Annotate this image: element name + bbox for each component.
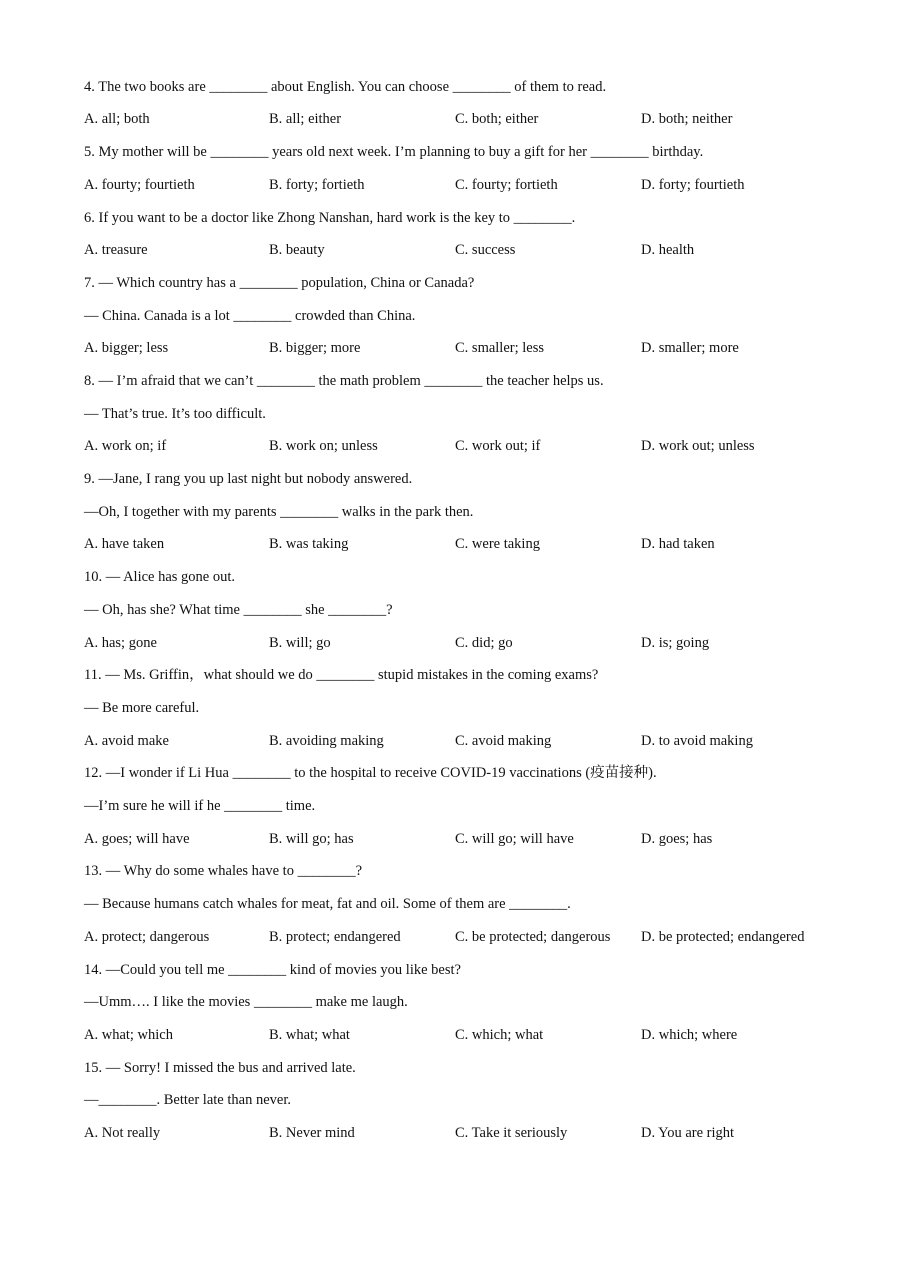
question-6-options	[84, 241, 844, 259]
question-6-option-c: C. success	[455, 242, 516, 258]
question-10-option-c: C. did; go	[455, 635, 513, 651]
question-11-line-2: — Be more careful.	[84, 700, 200, 716]
question-15-option-d: D. You are right	[641, 1125, 735, 1141]
question-7-option-a: A. bigger; less	[84, 340, 169, 356]
question-4-option-b: B. all; either	[269, 111, 342, 127]
question-4-option-a: A. all; both	[84, 111, 150, 127]
question-15-options	[84, 1124, 844, 1142]
question-8-line-2: — That’s true. It’s too difficult.	[84, 406, 266, 422]
question-7-line-1: 7. — Which country has a ________ population, China or Canada?	[84, 275, 475, 291]
question-6-option-d: D. health	[641, 242, 695, 258]
question-8-option-c: C. work out; if	[455, 438, 541, 454]
question-12-line-1: 12. —I wonder if Li Hua ________ to the hospital to receive COVID-19 vaccinations (疫苗接种).	[84, 765, 657, 781]
question-11-options	[84, 732, 844, 750]
question-7-option-b: B. bigger; more	[269, 340, 361, 356]
question-4-options	[84, 110, 844, 128]
question-5-option-b: B. forty; fortieth	[269, 177, 365, 193]
question-10-option-b: B. will; go	[269, 635, 331, 651]
question-9-option-a: A. have taken	[84, 536, 165, 552]
question-9-line-1: 9. —Jane, I rang you up last night but nobody answered.	[84, 471, 413, 487]
question-11-option-b: B. avoiding making	[269, 733, 384, 749]
question-11-line-1: 11. — Ms. Griffin，what should we do ________ stupid mistakes in the coming exams?	[84, 667, 599, 683]
question-9-line-2: —Oh, I together with my parents ________ walks in the park then.	[84, 504, 474, 520]
question-10-line-1: 10. — Alice has gone out.	[84, 569, 236, 585]
question-9-option-d: D. had taken	[641, 536, 715, 552]
question-13-option-d: D. be protected; endangered	[641, 929, 805, 945]
question-9-options	[84, 535, 844, 553]
question-10-option-d: D. is; going	[641, 635, 710, 651]
question-13-line-1: 13. — Why do some whales have to ________?	[84, 863, 363, 879]
question-8-options	[84, 437, 844, 455]
question-4-option-d: D. both; neither	[641, 111, 733, 127]
question-6-option-b: B. beauty	[269, 242, 325, 258]
question-14-option-b: B. what; what	[269, 1027, 350, 1043]
question-12-option-a: A. goes; will have	[84, 831, 190, 847]
question-5-option-c: C. fourty; fortieth	[455, 177, 558, 193]
question-4-line-1: 4. The two books are ________ about English. You can choose ________ of them to read.	[84, 79, 607, 95]
question-8-option-b: B. work on; unless	[269, 438, 378, 454]
question-14-option-d: D. which; where	[641, 1027, 738, 1043]
question-12-option-d: D. goes; has	[641, 831, 713, 847]
question-8-line-1: 8. — I’m afraid that we can’t ________ the math problem ________ the teacher helps us.	[84, 373, 604, 389]
question-15-line-1: 15. — Sorry! I missed the bus and arrived late.	[84, 1060, 356, 1076]
question-6-line-1: 6. If you want to be a doctor like Zhong Nanshan, hard work is the key to ________.	[84, 210, 576, 226]
question-8-option-a: A. work on; if	[84, 438, 167, 454]
question-7-line-2: — China. Canada is a lot ________ crowded than China.	[84, 308, 416, 324]
question-14-options	[84, 1026, 844, 1044]
question-14-line-2: —Umm…. I like the movies ________ make me laugh.	[84, 994, 408, 1010]
question-5-line-1: 5. My mother will be ________ years old next week. I’m planning to buy a gift for her ________ birthday.	[84, 144, 704, 160]
question-14-option-a: A. what; which	[84, 1027, 173, 1043]
question-11-option-c: C. avoid making	[455, 733, 552, 749]
question-12-options	[84, 830, 844, 848]
question-10-options	[84, 634, 844, 652]
question-5-options	[84, 176, 844, 194]
question-6-option-a: A. treasure	[84, 242, 148, 258]
question-13-options	[84, 928, 844, 946]
question-12-option-b: B. will go; has	[269, 831, 354, 847]
question-13-option-b: B. protect; endangered	[269, 929, 401, 945]
question-7-options	[84, 339, 844, 357]
question-5-option-a: A. fourty; fourtieth	[84, 177, 195, 193]
question-10-line-2: — Oh, has she? What time ________ she ________?	[84, 602, 393, 618]
question-10-option-a: A. has; gone	[84, 635, 157, 651]
question-13-line-2: — Because humans catch whales for meat, fat and oil. Some of them are ________.	[84, 896, 571, 912]
question-15-option-c: C. Take it seriously	[455, 1125, 568, 1141]
question-11-option-d: D. to avoid making	[641, 733, 753, 749]
question-4-option-c: C. both; either	[455, 111, 539, 127]
question-15-line-2: —________. Better late than never.	[84, 1092, 291, 1108]
question-15-option-b: B. Never mind	[269, 1125, 355, 1141]
question-7-option-c: C. smaller; less	[455, 340, 545, 356]
question-14-line-1: 14. —Could you tell me ________ kind of movies you like best?	[84, 962, 461, 978]
question-9-option-b: B. was taking	[269, 536, 349, 552]
question-11-option-a: A. avoid make	[84, 733, 169, 749]
question-12-option-c: C. will go; will have	[455, 831, 574, 847]
question-13-option-c: C. be protected; dangerous	[455, 929, 611, 945]
question-14-option-c: C. which; what	[455, 1027, 544, 1043]
question-5-option-d: D. forty; fourtieth	[641, 177, 745, 193]
question-13-option-a: A. protect; dangerous	[84, 929, 210, 945]
question-8-option-d: D. work out; unless	[641, 438, 755, 454]
question-7-option-d: D. smaller; more	[641, 340, 739, 356]
question-15-option-a: A. Not really	[84, 1125, 161, 1141]
question-9-option-c: C. were taking	[455, 536, 540, 552]
question-12-line-2: —I’m sure he will if he ________ time.	[84, 798, 316, 814]
